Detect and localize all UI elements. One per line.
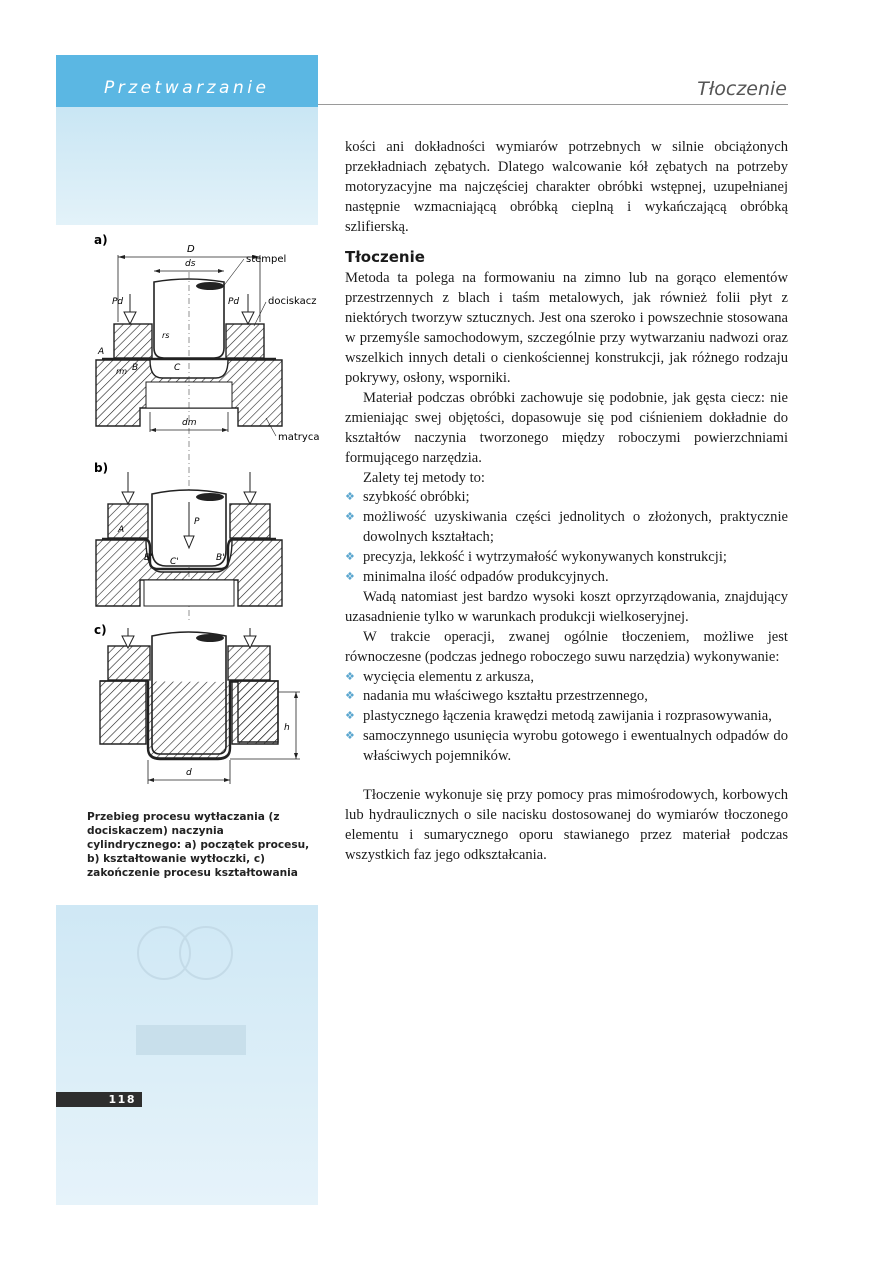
list-item: ❖ minimalna ilość odpadów produkcyjnych. <box>345 568 788 588</box>
chapter-title: Tłoczenie <box>697 78 787 100</box>
bullet-icon: ❖ <box>345 511 355 524</box>
paragraph-3: Zalety tej metody to: <box>363 469 485 486</box>
label-A-b: A <box>118 525 125 535</box>
label-rm: rm <box>116 367 128 376</box>
label-dociskacz: dociskacz <box>268 296 317 307</box>
bullet-icon: ❖ <box>345 551 355 564</box>
label-dm: dm <box>182 418 197 428</box>
stamping-process-diagram <box>88 232 320 792</box>
label-C-a: C <box>174 363 181 373</box>
list-item: ❖ możliwość uzyskiwania części jednolitych o złożonych, praktycznie dowolnych kształtach; <box>345 509 788 546</box>
bullet-icon: ❖ <box>345 670 355 683</box>
list-item: ❖ nadania mu właściwego kształtu przestrzennego, <box>345 687 788 707</box>
operations-list <box>345 668 788 768</box>
section-heading: Tłoczenie <box>345 247 425 266</box>
label-Bp-left: B' <box>144 553 153 563</box>
bullet-icon: ❖ <box>345 491 355 504</box>
label-A-a: A <box>98 347 105 357</box>
sidebar-tint-bottom <box>56 905 318 1205</box>
label-a: a) <box>94 233 108 247</box>
label-matryca: matryca <box>278 432 320 443</box>
label-c: c) <box>94 623 107 637</box>
label-Pd-right: Pd <box>228 297 240 307</box>
paragraph-5: W trakcie operacji, zwanej ogólnie tłoczeniem, możliwe jest równoczesne (podczas jednego roboczego suwu narzędzia) wykonywanie: <box>345 628 788 665</box>
label-P: P <box>194 517 200 527</box>
header-rule <box>318 104 788 105</box>
figure-caption: Przebieg procesu wytłaczania (z dociskaczem) naczynia cylindrycznego: a) początek procesu, b) kształtowanie wytłoczki, c) zakończenie procesu kształtowania <box>87 811 310 879</box>
label-rs: rs <box>162 331 170 340</box>
main-text-column <box>345 138 788 866</box>
label-D: D <box>187 244 195 255</box>
section-title: Przetwarzanie <box>104 78 270 98</box>
list-item: ❖ samoczynnego usunięcia wyrobu gotowego i ewentualnych odpadów do właściwych pojemników. <box>345 728 788 765</box>
label-stempel: stempel <box>246 254 287 265</box>
bullet-icon: ❖ <box>345 730 355 743</box>
ghost-figure <box>56 905 318 1205</box>
bullet-icon: ❖ <box>345 571 355 584</box>
label-B-a: B <box>132 363 139 373</box>
label-Pd-left: Pd <box>112 297 124 307</box>
list-item: ❖ precyzja, lekkość i wytrzymałość wykonywanych konstrukcji; <box>345 548 788 568</box>
label-b: b) <box>94 461 109 475</box>
label-d: d <box>186 768 192 778</box>
paragraph-2: Materiał podczas obróbki zachowuje się podobnie, jak gęsta ciecz: nie zmieniając swej objętości, dopasowuje się pod ciśnieniem dokładnie do kształtów naczynia tworzonego między roboczymi powierzchniami formującego narzędzia. <box>345 389 788 466</box>
sidebar-tint-top <box>56 107 318 225</box>
paragraph-1: Metoda ta polega na formowaniu na zimno lub na gorąco elementów przestrzennych z blach i taśm metalowych, jak również folii płyt z niektórych tworzyw sztucznych. Jest ona szeroko i powszechnie stosowana w przemyśle samochodowym, szczególnie przy wytwarzaniu nadwozi oraz wszelkich innych detali o cienkościennej konstrukcji, jak różnego rodzaju pokrywy, osłony, wsporniki. <box>345 270 788 386</box>
bullet-icon: ❖ <box>345 690 355 703</box>
list-item: ❖ szybkość obróbki; <box>345 488 788 508</box>
label-h: h <box>284 723 290 733</box>
paragraph-6: Tłoczenie wykonuje się przy pomocy pras mimośrodowych, korbowych lub hydraulicznych o sile nacisku dostosowanej do wymiarów tłoczonego elementu i sumarycznego oporu stawianego przez materiał podczas wszystkich faz jego odkształcania. <box>345 787 788 863</box>
page-number: 118 <box>56 1092 142 1107</box>
bullet-icon: ❖ <box>345 710 355 723</box>
list-item: ❖ plastycznego łączenia krawędzi metodą zawijania i rozprasowywania, <box>345 707 788 727</box>
intro-paragraph: kości ani dokładności wymiarów potrzebnych w silnie obciążonych przekładniach zębatych. Dlatego walcowanie kół zębatych na potrzeby motoryzacyjne ma najczęściej charakter obróbki wstępnej, uzupełnianej następnie wzmacniającą obróbką cieplną i wykańczającą obróbką szlifierską. <box>345 139 788 235</box>
spacer <box>345 767 788 786</box>
label-Cp: C' <box>170 557 179 567</box>
advantages-list <box>345 488 788 588</box>
list-item: ❖ wycięcia elementu z arkusza, <box>345 668 788 688</box>
label-Bp-right: B' <box>216 553 225 563</box>
label-ds: ds <box>185 259 196 269</box>
paragraph-4: Wadą natomiast jest bardzo wysoki koszt oprzyrządowania, znajdujący uzasadnienie tylko w warunkach produkcji wielkoseryjnej. <box>345 588 788 625</box>
